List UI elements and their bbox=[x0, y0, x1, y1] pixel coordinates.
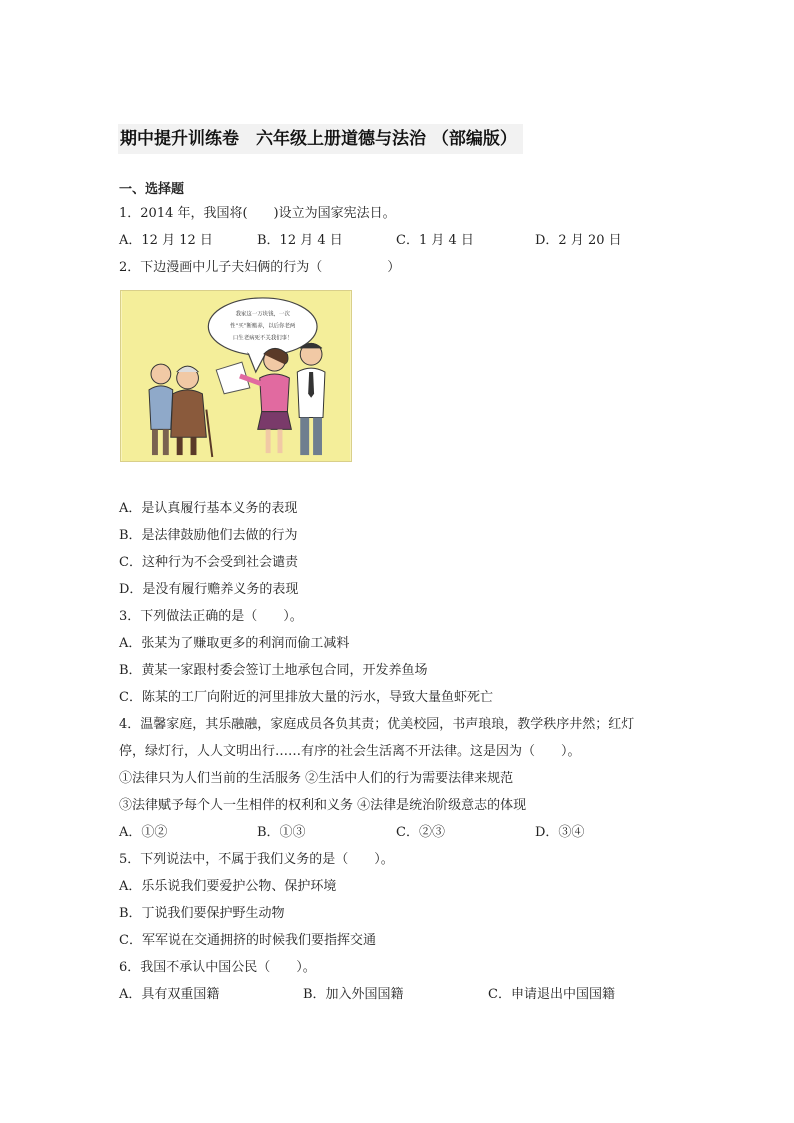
question-4-stem-line2: 停，绿灯行，人人文明出行……有序的社会生活离不开法律。这是因为（ ）。 bbox=[119, 744, 581, 759]
question-6-stem: 6．我国不承认中国公民（ ）。 bbox=[119, 960, 316, 975]
q2-option-b: B．是法律鼓励他们去做的行为 bbox=[119, 528, 298, 543]
q6-option-b: B．加入外国国籍 bbox=[303, 987, 404, 1002]
q1-option-b: B．12 月 4 日 bbox=[257, 233, 343, 248]
bubble-line-3: 口生老病死不关我们事！ bbox=[232, 335, 293, 342]
q5-option-c: C．军军说在交通拥挤的时候我们要指挥交通 bbox=[119, 933, 376, 948]
q5-option-a: A．乐乐说我们要爱护公物、保护环境 bbox=[119, 879, 337, 894]
bubble-line-1: 我家这一万块钱，一次 bbox=[235, 311, 290, 318]
q1-option-c: C．1 月 4 日 bbox=[396, 233, 474, 248]
cartoon-illustration bbox=[120, 290, 352, 462]
q2-option-a: A．是认真履行基本义务的表现 bbox=[119, 501, 298, 516]
question-3-stem: 3．下列做法正确的是（ ）。 bbox=[119, 609, 303, 624]
bubble-line-2: 性“买”断赡养，以后你老两 bbox=[230, 323, 296, 330]
q4-option-c: C．②③ bbox=[396, 825, 445, 840]
question-2-stem: 2．下边漫画中儿子夫妇俩的行为（ ） bbox=[119, 260, 401, 275]
question-4-stem-line1: 4．温馨家庭，其乐融融，家庭成员各负其责；优美校园，书声琅琅，教学秩序井然；红灯 bbox=[119, 717, 635, 732]
q2-option-d: D．是没有履行赡养义务的表现 bbox=[119, 582, 299, 597]
q5-option-b: B．丁说我们要保护野生动物 bbox=[119, 906, 285, 921]
question-5-stem: 5．下列说法中，不属于我们义务的是（ ）。 bbox=[119, 852, 394, 867]
q4-option-b: B．①③ bbox=[257, 825, 306, 840]
q4-statements-line1: ①法律只为人们当前的生活服务 ②生活中人们的行为需要法律来规范 bbox=[119, 771, 514, 786]
q3-option-c: C．陈某的工厂向附近的河里排放大量的污水，导致大量鱼虾死亡 bbox=[119, 690, 493, 705]
page-title: 期中提升训练卷 六年级上册道德与法治 （部编版） bbox=[118, 124, 523, 154]
q4-option-d: D．③④ bbox=[535, 825, 585, 840]
question-1-stem: 1．2014 年，我国将( )设立为国家宪法日。 bbox=[119, 206, 396, 221]
q3-option-a: A．张某为了赚取更多的利润而偷工减料 bbox=[119, 636, 350, 651]
section-heading: 一、选择题 bbox=[119, 182, 185, 197]
q2-option-c: C．这种行为不会受到社会谴责 bbox=[119, 555, 298, 570]
q6-option-c: C．申请退出中国国籍 bbox=[488, 987, 615, 1002]
q4-option-a: A．①② bbox=[119, 825, 168, 840]
q1-option-d: D．2 月 20 日 bbox=[535, 233, 622, 248]
q1-option-a: A．12 月 12 日 bbox=[119, 233, 213, 248]
q3-option-b: B．黄某一家跟村委会签订土地承包合同，开发养鱼场 bbox=[119, 663, 428, 678]
q4-statements-line2: ③法律赋予每个人一生相伴的权利和义务 ④法律是统治阶级意志的体现 bbox=[119, 798, 527, 813]
q6-option-a: A．具有双重国籍 bbox=[119, 987, 220, 1002]
